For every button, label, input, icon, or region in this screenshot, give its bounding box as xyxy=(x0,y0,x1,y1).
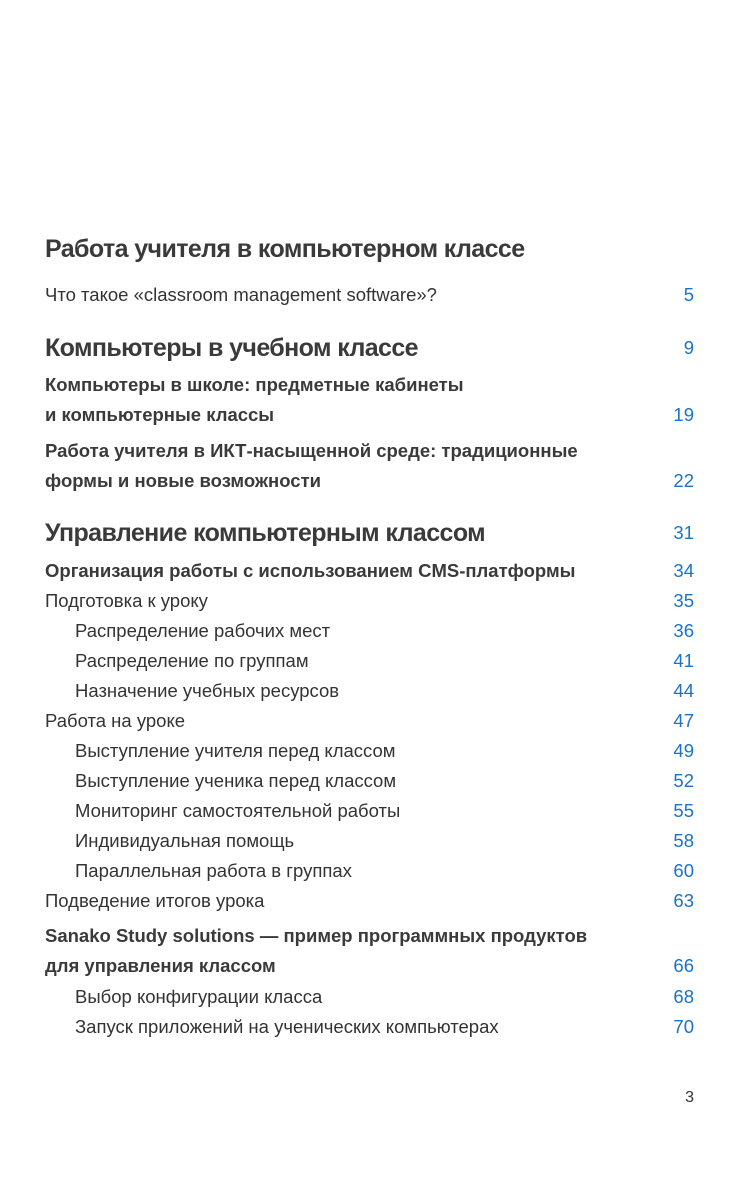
toc-page-link[interactable]: 22 xyxy=(673,470,694,491)
toc-subentry-title: Выступление учителя перед классом xyxy=(75,740,396,761)
toc-subentry-title: Индивидуальная помощь xyxy=(75,830,295,851)
toc-page-link[interactable]: 19 xyxy=(673,404,694,425)
toc-page-link[interactable]: 63 xyxy=(673,890,694,911)
toc-page-link[interactable]: 36 xyxy=(673,620,694,641)
toc-entry-title: Что такое «classroom management software»? xyxy=(45,284,437,305)
toc-page-link[interactable]: 52 xyxy=(673,770,694,791)
toc-chapter-title: Компьютеры в учебном классе xyxy=(45,334,418,362)
toc-section-title-line2: для управления классом xyxy=(45,955,276,976)
page-number: 3 xyxy=(685,1089,694,1106)
toc-page-link[interactable]: 9 xyxy=(683,337,694,358)
toc-page-link[interactable]: 66 xyxy=(673,955,694,976)
toc-page-link[interactable]: 5 xyxy=(683,284,694,305)
toc-subentry-title: Выбор конфигурации класса xyxy=(75,986,323,1007)
toc-page-link[interactable]: 58 xyxy=(673,830,694,851)
toc-page-link[interactable]: 31 xyxy=(673,522,694,543)
toc-section-title: Организация работы с использованием CMS-платформы xyxy=(45,560,576,581)
toc-page-link[interactable]: 55 xyxy=(673,800,694,821)
toc-subentry-title: Мониторинг самостоятельной работы xyxy=(75,800,401,821)
toc-subentry-title: Запуск приложений на ученических компьютерах xyxy=(75,1016,499,1037)
toc-entry-title: Подготовка к уроку xyxy=(45,590,208,611)
toc-section-title-line1: Работа учителя в ИКТ-насыщенной среде: традиционные xyxy=(45,440,578,461)
toc-page-link[interactable]: 47 xyxy=(673,710,694,731)
toc-page-link[interactable]: 70 xyxy=(673,1016,694,1037)
toc-chapter-title: Управление компьютерным классом xyxy=(45,519,486,547)
toc-section-title-line2: и компьютерные классы xyxy=(45,404,275,425)
toc-section-title-line1: Sanako Study solutions — пример программных продуктов xyxy=(45,925,588,946)
toc-page-link[interactable]: 49 xyxy=(673,740,694,761)
toc-subentry-title: Назначение учебных ресурсов xyxy=(75,680,340,701)
toc-page-link[interactable]: 68 xyxy=(673,986,694,1007)
toc-section-title-line2: формы и новые возможности xyxy=(45,470,322,491)
toc-entry-title: Работа на уроке xyxy=(45,710,186,731)
toc-subentry-title: Распределение по группам xyxy=(75,650,309,671)
toc-entry-title: Подведение итогов урока xyxy=(45,890,265,911)
toc-page-link[interactable]: 44 xyxy=(673,680,694,701)
toc-section-title-line1: Компьютеры в школе: предметные кабинеты xyxy=(45,374,464,395)
toc-page-link[interactable]: 41 xyxy=(673,650,694,671)
toc-subentry-title: Параллельная работа в группах xyxy=(75,860,352,881)
toc-subentry-title: Выступление ученика перед классом xyxy=(75,770,397,791)
toc-page-link[interactable]: 60 xyxy=(673,860,694,881)
toc-subentry-title: Распределение рабочих мест xyxy=(75,620,331,641)
toc-page-link[interactable]: 34 xyxy=(673,560,694,581)
toc-chapter-title: Работа учителя в компьютерном классе xyxy=(45,235,525,263)
toc-page-link[interactable]: 35 xyxy=(673,590,694,611)
